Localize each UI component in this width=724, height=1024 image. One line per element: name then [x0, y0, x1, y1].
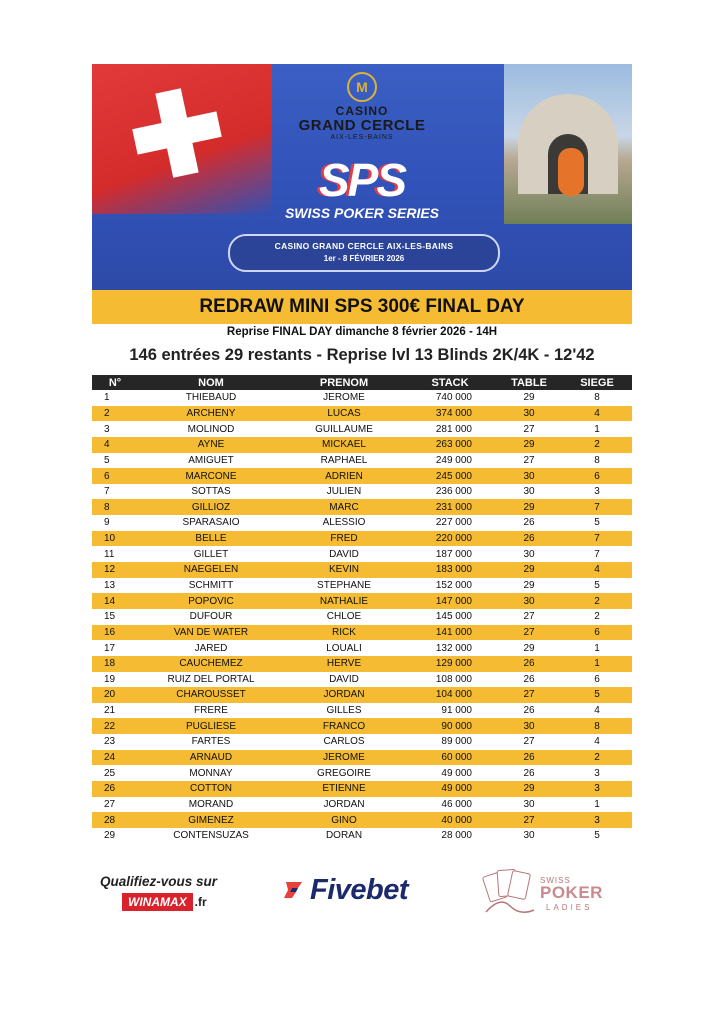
cell-siege: 1 — [594, 642, 600, 654]
cell-prenom: JULIEN — [326, 486, 362, 498]
cell-nom: JARED — [194, 642, 228, 654]
cell-number: 17 — [104, 642, 116, 654]
cell-stack: 28 000 — [441, 830, 472, 842]
table-row — [92, 515, 632, 531]
cell-nom: ARCHENY — [138, 406, 284, 422]
cell-number: 25 — [104, 767, 116, 779]
cell-table: 26 — [496, 656, 562, 672]
cell-nom: ARNAUD — [138, 750, 284, 766]
cell-siege: 5 — [594, 517, 600, 529]
table-row — [92, 734, 632, 750]
cell-prenom: DAVID — [329, 548, 359, 560]
cell-siege: 6 — [594, 673, 600, 685]
table-row — [92, 750, 632, 766]
cell-siege: 1 — [594, 423, 600, 435]
cell-siege: 8 — [594, 392, 600, 404]
table-row — [92, 718, 632, 734]
cell-prenom: CARLOS — [323, 736, 365, 748]
cell-stack: 231 000 — [404, 499, 496, 515]
cell-table: 30 — [496, 406, 562, 422]
cell-number: 29 — [104, 830, 116, 842]
event-dates: 1er - 8 FÉVRIER 2026 — [323, 254, 405, 263]
cell-table: 27 — [523, 423, 535, 435]
cell-table: 27 — [523, 454, 535, 466]
cell-number: 15 — [104, 611, 116, 623]
cell-prenom: MICKAEL — [284, 437, 404, 453]
cell-stack: 220 000 — [404, 531, 496, 547]
cell-stack: 90 000 — [404, 718, 496, 734]
cell-siege: 3 — [594, 486, 600, 498]
cell-stack: 249 000 — [435, 454, 472, 466]
cell-nom: COTTON — [138, 781, 284, 797]
cell-stack: 60 000 — [404, 750, 496, 766]
event-venue: CASINO GRAND CERCLE AIX-LES-BAINS — [274, 241, 454, 251]
table-row — [92, 797, 632, 813]
casino-crest-icon: M — [347, 72, 377, 102]
table-row — [92, 562, 632, 578]
table-row — [92, 437, 632, 453]
cell-number: 28 — [92, 812, 138, 828]
cell-table: 26 — [496, 750, 562, 766]
cell-table: 26 — [496, 531, 562, 547]
cell-siege: 7 — [562, 531, 632, 547]
cell-prenom: LUCAS — [284, 406, 404, 422]
cell-prenom: RAPHAEL — [320, 454, 368, 466]
table-row — [92, 640, 632, 656]
cell-prenom: ALESSIO — [322, 517, 366, 529]
cell-table: 29 — [496, 562, 562, 578]
cell-siege: 2 — [594, 611, 600, 623]
cell-nom: MONNAY — [189, 767, 233, 779]
cell-prenom: FRED — [284, 531, 404, 547]
cell-stack: 40 000 — [404, 812, 496, 828]
cell-prenom: STEPHANE — [317, 580, 371, 591]
cell-siege: 6 — [562, 468, 632, 484]
cell-stack: 49 000 — [441, 767, 472, 779]
table-row — [92, 687, 632, 703]
cell-siege: 1 — [594, 798, 600, 810]
cell-siege: 4 — [594, 705, 600, 717]
cell-nom: VAN DE WATER — [138, 625, 284, 641]
cell-table: 27 — [496, 625, 562, 641]
cell-table: 30 — [496, 593, 562, 609]
cell-prenom: JORDAN — [323, 798, 365, 810]
cell-nom: SPARASAIO — [182, 517, 240, 529]
table-row — [92, 609, 632, 625]
cell-nom: BELLE — [138, 531, 284, 547]
cell-table: 29 — [496, 437, 562, 453]
cell-number: 10 — [92, 531, 138, 547]
event-banner — [92, 64, 632, 290]
cell-number: 2 — [92, 406, 138, 422]
cell-table: 30 — [523, 798, 535, 810]
cell-siege: 2 — [562, 437, 632, 453]
casino-logo-line1: CASINO — [335, 104, 389, 118]
cell-table: 30 — [496, 468, 562, 484]
cell-stack: 374 000 — [404, 406, 496, 422]
cell-siege: 2 — [562, 593, 632, 609]
cell-siege: 8 — [562, 718, 632, 734]
cell-stack: 245 000 — [404, 468, 496, 484]
cell-prenom: JORDAN — [284, 687, 404, 703]
winamax-logo — [100, 874, 240, 911]
series-name: SWISS POKER SERIES — [284, 205, 440, 221]
cell-siege: 5 — [594, 830, 600, 842]
cell-prenom: FRANCO — [284, 718, 404, 734]
cell-number: 20 — [92, 687, 138, 703]
cell-stack: 236 000 — [435, 486, 472, 498]
table-row — [92, 406, 632, 422]
cell-stack: 227 000 — [435, 517, 472, 529]
cell-prenom: DAVID — [329, 673, 359, 685]
cell-nom: PUGLIESE — [138, 718, 284, 734]
cell-siege: 5 — [562, 687, 632, 703]
cell-siege: 7 — [594, 548, 600, 560]
cell-prenom: NATHALIE — [284, 593, 404, 609]
cell-nom: FRERE — [194, 705, 228, 717]
cell-number: 13 — [104, 580, 116, 591]
cell-nom: GIMENEZ — [138, 812, 284, 828]
table-body — [92, 390, 632, 844]
cell-number: 12 — [92, 562, 138, 578]
cell-number: 7 — [104, 486, 110, 498]
table-row — [92, 499, 632, 515]
header-nom: NOM — [138, 375, 284, 390]
cell-prenom: RICK — [284, 625, 404, 641]
cell-number: 22 — [92, 718, 138, 734]
cell-nom: SOTTAS — [191, 486, 231, 498]
cell-prenom: MARC — [284, 499, 404, 515]
table-row — [92, 703, 632, 719]
cell-prenom: KEVIN — [284, 562, 404, 578]
cell-prenom: CHLOE — [326, 611, 362, 623]
cell-prenom: GILLES — [326, 705, 362, 717]
table-row — [92, 812, 632, 828]
cell-number: 16 — [92, 625, 138, 641]
players-table — [92, 375, 632, 844]
page-title: REDRAW MINI SPS 300€ FINAL DAY — [92, 290, 632, 324]
cell-table: 26 — [523, 517, 535, 529]
cell-table: 26 — [523, 705, 535, 717]
cell-stack: 183 000 — [404, 562, 496, 578]
cell-nom: AYNE — [138, 437, 284, 453]
cell-siege: 2 — [562, 750, 632, 766]
cell-prenom: ADRIEN — [284, 468, 404, 484]
cell-number: 9 — [104, 517, 110, 529]
cell-number: 27 — [104, 798, 116, 810]
winamax-brand: WINAMAX — [122, 893, 193, 911]
cell-stack: 91 000 — [441, 705, 472, 717]
cell-nom: AMIGUET — [188, 454, 234, 466]
winamax-tagline: Qualifiez-vous sur — [100, 874, 218, 889]
cell-prenom: GUILLAUME — [315, 423, 373, 435]
cell-table: 30 — [523, 486, 535, 498]
cell-nom: GILLIOZ — [138, 499, 284, 515]
cell-nom: MARCONE — [138, 468, 284, 484]
cell-stack: 49 000 — [404, 781, 496, 797]
cell-prenom: GINO — [284, 812, 404, 828]
cell-stack: 187 000 — [435, 548, 472, 560]
cell-stack: 132 000 — [435, 642, 472, 654]
cell-number: 8 — [92, 499, 138, 515]
spl-line2: POKER — [540, 883, 603, 902]
cell-nom: GILLET — [193, 548, 229, 560]
header-number: N° — [92, 375, 138, 390]
cell-table: 30 — [496, 718, 562, 734]
cell-nom: THIEBAUD — [185, 392, 237, 404]
table-row — [92, 625, 632, 641]
cell-stack: 147 000 — [404, 593, 496, 609]
cell-siege: 3 — [594, 767, 600, 779]
cell-number: 24 — [92, 750, 138, 766]
cell-number: 19 — [104, 673, 116, 685]
cell-nom: NAEGELEN — [138, 562, 284, 578]
cell-siege: 5 — [594, 580, 600, 591]
header-table: TABLE — [496, 375, 562, 390]
cell-stack: 145 000 — [435, 611, 472, 623]
spl-line3: LADIES — [546, 903, 593, 912]
event-pill — [228, 234, 500, 272]
cell-table: 27 — [523, 611, 535, 623]
winamax-tld: .fr — [194, 895, 207, 909]
table-row — [92, 453, 632, 469]
cell-number: 11 — [104, 548, 115, 560]
cell-siege: 3 — [562, 781, 632, 797]
cell-stack: 740 000 — [435, 392, 472, 404]
header-siege: SIEGE — [562, 375, 632, 390]
casino-logo-line3: AIX-LES-BAINS — [330, 134, 394, 141]
tournament-info: 146 entrées 29 restants - Reprise lvl 13 Blinds 2K/4K - 12'42 — [129, 346, 595, 364]
cell-nom: CONTENSUZAS — [173, 830, 249, 842]
cell-nom: MORAND — [188, 798, 234, 810]
cell-number: 3 — [104, 423, 110, 435]
cell-siege: 3 — [562, 812, 632, 828]
header-stack: STACK — [404, 375, 496, 390]
playing-cards-icon — [480, 866, 538, 916]
table-row — [92, 656, 632, 672]
cell-prenom: DORAN — [325, 830, 363, 842]
table-row — [92, 593, 632, 609]
cell-table: 30 — [523, 548, 535, 560]
cell-stack: 46 000 — [441, 798, 472, 810]
cell-number: 23 — [104, 736, 116, 748]
cell-prenom: HERVE — [284, 656, 404, 672]
cell-siege: 4 — [562, 406, 632, 422]
sps-logo: SPS — [318, 154, 406, 206]
cell-table: 30 — [523, 830, 535, 842]
cell-table: 29 — [496, 499, 562, 515]
cell-stack: 89 000 — [441, 736, 472, 748]
cell-number: 1 — [104, 392, 110, 404]
cell-stack: 104 000 — [404, 687, 496, 703]
table-row — [92, 578, 632, 594]
cell-stack: 108 000 — [435, 673, 472, 685]
cell-number: 6 — [92, 468, 138, 484]
cell-nom: POPOVIC — [138, 593, 284, 609]
cell-table: 29 — [523, 392, 535, 404]
cell-table: 29 — [496, 781, 562, 797]
cell-number: 18 — [92, 656, 138, 672]
cell-nom: MOLINOD — [187, 423, 235, 435]
table-header-row — [92, 375, 632, 390]
cell-nom: FARTES — [191, 736, 231, 748]
cell-prenom: JEROME — [323, 392, 365, 404]
cell-number: 14 — [92, 593, 138, 609]
cell-table: 27 — [496, 687, 562, 703]
cell-nom: CHAROUSSET — [138, 687, 284, 703]
cell-number: 5 — [104, 454, 110, 466]
header-prenom: PRENOM — [284, 375, 404, 390]
cell-table: 26 — [523, 767, 535, 779]
page-subtitle: Reprise FINAL DAY dimanche 8 février 2026 - 14H — [226, 326, 498, 338]
cell-stack: 263 000 — [404, 437, 496, 453]
casino-logo-line2: GRAND CERCLE — [298, 117, 426, 134]
spl-line1: SWISS — [540, 876, 571, 885]
cell-number: 4 — [92, 437, 138, 453]
cell-table: 27 — [496, 812, 562, 828]
fivebet-icon — [284, 880, 304, 900]
swiss-poker-ladies-logo — [476, 866, 616, 918]
cell-prenom: LOUALI — [326, 642, 362, 654]
table-row — [92, 390, 632, 406]
table-row — [92, 468, 632, 484]
cell-siege: 8 — [594, 454, 600, 466]
cell-siege: 4 — [562, 562, 632, 578]
cell-number: 26 — [92, 781, 138, 797]
cell-table: 26 — [523, 673, 535, 685]
cell-nom: DUFOUR — [189, 611, 233, 623]
table-row — [92, 421, 632, 437]
table-row — [92, 531, 632, 547]
table-row — [92, 484, 632, 500]
cell-siege: 4 — [594, 736, 600, 748]
casino-photo — [504, 64, 632, 224]
cell-stack: 141 000 — [404, 625, 496, 641]
cell-prenom: JEROME — [284, 750, 404, 766]
casino-logo — [282, 72, 442, 141]
cell-nom: RUIZ DEL PORTAL — [167, 673, 255, 685]
cell-siege: 6 — [562, 625, 632, 641]
table-row — [92, 765, 632, 781]
cell-stack: 281 000 — [435, 423, 472, 435]
cell-nom: SCHMITT — [188, 580, 234, 591]
cell-prenom: GREGOIRE — [317, 767, 371, 779]
cell-table: 29 — [523, 642, 535, 654]
table-row — [92, 672, 632, 688]
cell-siege: 1 — [562, 656, 632, 672]
fivebet-wordmark: Fivebet — [310, 874, 409, 906]
cell-siege: 7 — [562, 499, 632, 515]
table-row — [92, 828, 632, 844]
cell-table: 27 — [523, 736, 535, 748]
cell-stack: 152 000 — [435, 580, 472, 591]
cell-number: 21 — [104, 705, 116, 717]
cell-table: 29 — [523, 580, 535, 591]
table-row — [92, 781, 632, 797]
table-row — [92, 546, 632, 562]
cell-prenom: ETIENNE — [284, 781, 404, 797]
swiss-flag-icon — [92, 64, 272, 214]
cell-nom: CAUCHEMEZ — [138, 656, 284, 672]
cell-stack: 129 000 — [404, 656, 496, 672]
fivebet-logo — [284, 874, 434, 914]
